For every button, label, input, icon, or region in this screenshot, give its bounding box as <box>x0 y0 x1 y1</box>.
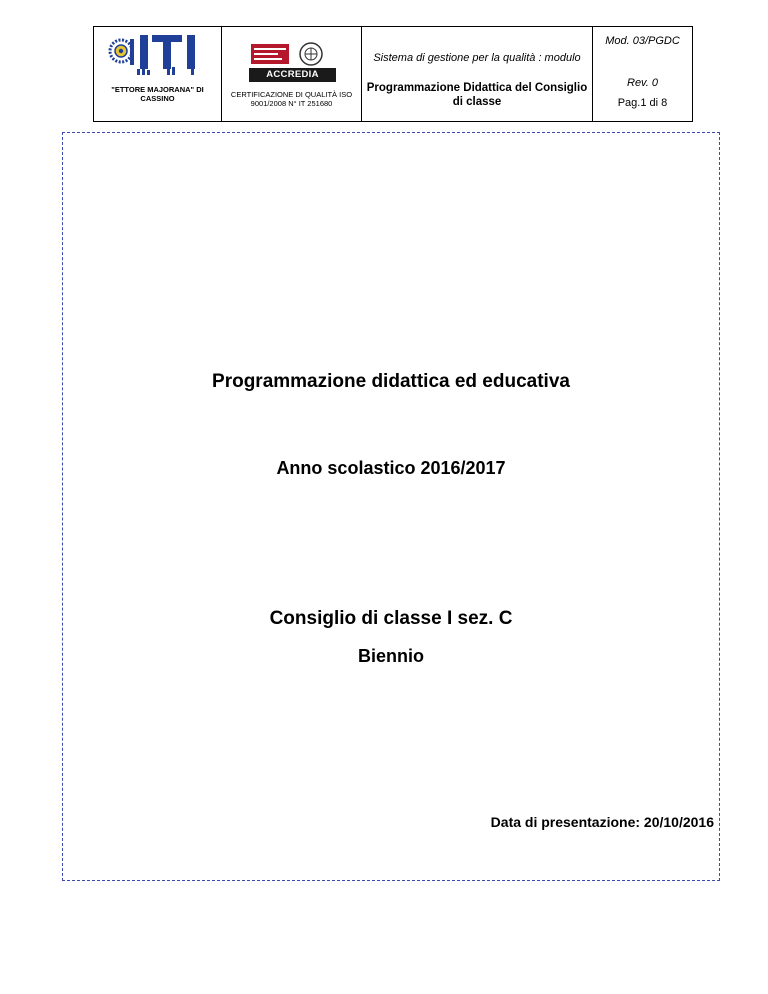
system-label: Sistema di gestione per la qualità : modulo <box>373 52 581 64</box>
document-header-table <box>93 26 693 122</box>
school-year: Anno scolastico 2016/2017 <box>276 458 506 478</box>
document-title: Programmazione didattica ed educativa <box>212 371 570 392</box>
cycle-label: Biennio <box>358 646 424 666</box>
presentation-date: Data di presentazione: 20/10/2016 <box>490 814 714 830</box>
certification-cell <box>222 27 362 121</box>
module-info-cell <box>593 27 692 121</box>
class-council: Consiglio di classe I sez. C <box>269 608 513 629</box>
page-number: Pag.1 di 8 <box>617 97 668 109</box>
content-frame <box>62 132 720 881</box>
module-title-cell <box>362 27 593 121</box>
school-logo-cell <box>94 27 222 121</box>
module-title: Programmazione Didattica del Consiglio di classe <box>366 82 588 108</box>
quality-system-logo-icon <box>249 40 336 68</box>
iti-logo-icon <box>107 31 207 77</box>
revision-label: Rev. 0 <box>627 77 658 89</box>
module-code: Mod. 03/PGDC <box>605 35 680 47</box>
certification-text: CERTIFICAZIONE DI QUALITÀ ISO 9001/2008 N° IT 251680 <box>230 90 353 108</box>
accredia-logo-icon: ACCREDIA <box>249 68 336 82</box>
school-name: "ETTORE MAJORANA" DI CASSINO <box>111 85 204 103</box>
